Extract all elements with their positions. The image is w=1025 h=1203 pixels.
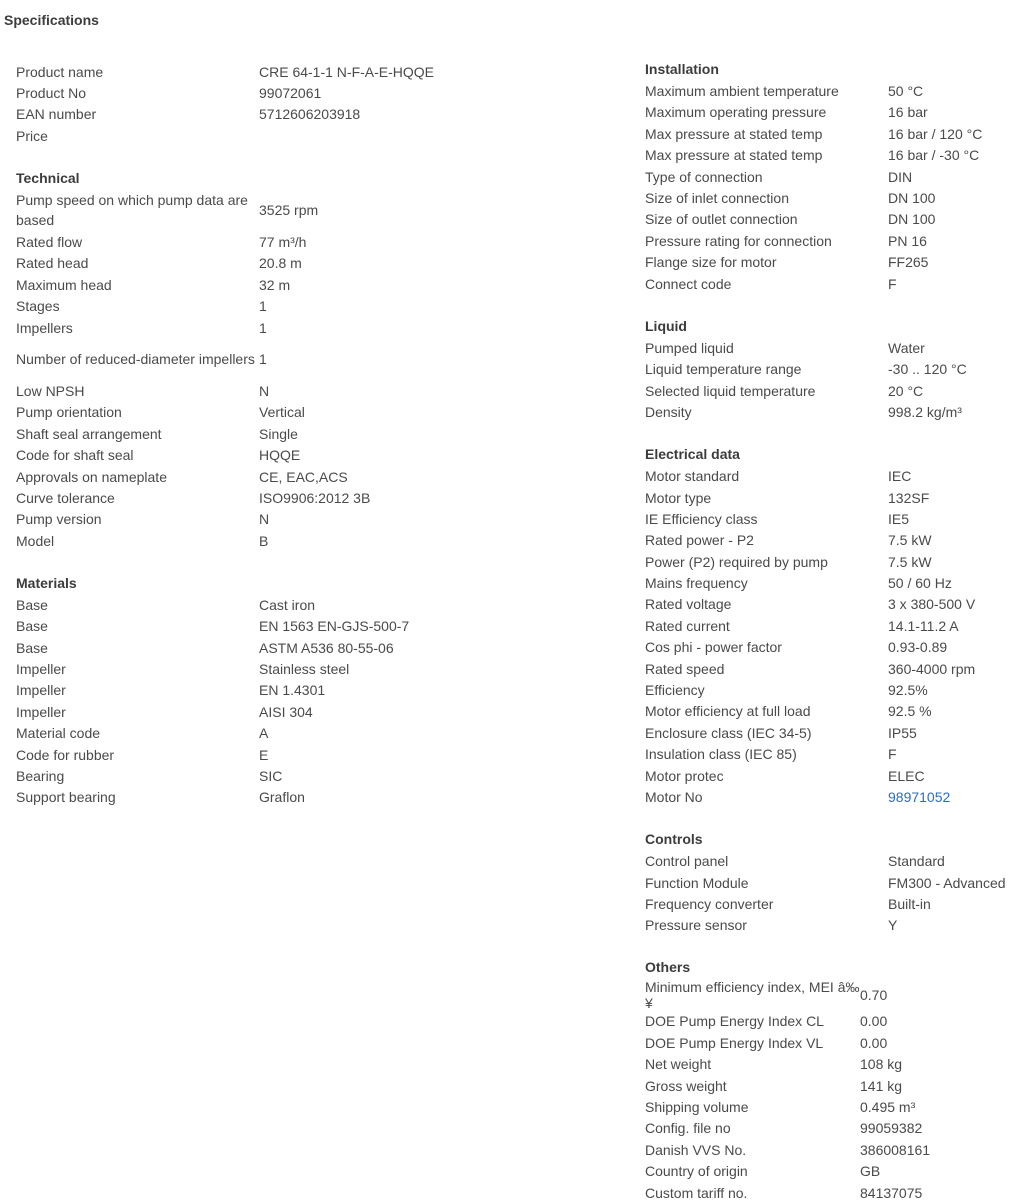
spec-row xyxy=(16,530,456,551)
spec-value: 0.70 xyxy=(860,986,888,1003)
section-technical xyxy=(16,168,456,551)
spec-row xyxy=(645,679,1020,700)
section-heading: Liquid xyxy=(645,317,687,334)
spec-value: CRE 64-1-1 N-F-A-E-HQQE xyxy=(259,63,435,80)
section-heading: Controls xyxy=(645,831,703,848)
spec-value: 50 / 60 Hz xyxy=(888,575,952,592)
spec-value: CE, EAC,ACS xyxy=(259,468,348,485)
spec-value: F xyxy=(888,746,897,763)
spec-row xyxy=(16,104,456,125)
spec-value: Single xyxy=(259,425,298,442)
spec-label: Control panel xyxy=(645,853,729,870)
spec-label: Pressure rating for connection xyxy=(645,232,832,249)
section-controls xyxy=(645,829,1020,936)
spec-label: Country of origin xyxy=(645,1163,748,1180)
spec-value: E xyxy=(259,746,269,763)
section-heading: Technical xyxy=(16,169,80,186)
spec-value: 7.5 kW xyxy=(888,553,932,570)
spec-row xyxy=(645,637,1020,658)
spec-value: ASTM A536 80-55-06 xyxy=(259,639,394,656)
spec-value: 360-4000 rpm xyxy=(888,660,976,677)
spec-row xyxy=(645,1075,1020,1096)
spec-value: 5712606203918 xyxy=(259,106,361,123)
spec-value: SIC xyxy=(259,768,283,785)
spec-value: 1 xyxy=(259,298,267,315)
spec-row xyxy=(16,317,456,338)
spec-label: Maximum head xyxy=(16,276,112,293)
section-general xyxy=(16,61,456,147)
spec-row xyxy=(645,337,1020,358)
page-title: Specifications xyxy=(4,12,99,28)
spec-value: DN 100 xyxy=(888,190,936,207)
spec-label: Product No xyxy=(16,85,87,102)
spec-label: Power (P2) required by pump xyxy=(645,553,828,570)
spec-label: Enclosure class (IEC 34-5) xyxy=(645,724,812,741)
spec-label: Approvals on nameplate xyxy=(16,468,167,485)
spec-value: 0.93-0.89 xyxy=(888,639,948,656)
spec-row xyxy=(16,658,456,679)
spec-label: Support bearing xyxy=(16,789,116,806)
spec-label: Motor protec xyxy=(645,767,724,784)
spec-value: Vertical xyxy=(259,404,305,421)
spec-value: IE5 xyxy=(888,510,910,527)
spec-value: 141 kg xyxy=(860,1077,903,1094)
spec-row xyxy=(645,80,1020,101)
spec-label: Frequency converter xyxy=(645,895,774,912)
spec-value: HQQE xyxy=(259,447,301,464)
spec-label: Shipping volume xyxy=(645,1099,749,1116)
spec-value: IP55 xyxy=(888,724,917,741)
spec-label: Function Module xyxy=(645,874,749,891)
spec-row xyxy=(16,444,456,465)
spec-row xyxy=(645,786,1020,807)
spec-label: EAN number xyxy=(16,106,97,123)
spec-label: Cos phi - power factor xyxy=(645,639,782,656)
spec-label: Code for rubber xyxy=(16,746,115,763)
right-column xyxy=(645,59,1020,1203)
spec-label: Pressure sensor xyxy=(645,917,747,934)
spec-row xyxy=(16,466,456,487)
spec-row xyxy=(16,487,456,508)
spec-value: 0.00 xyxy=(860,1013,888,1030)
spec-value: 20.8 m xyxy=(259,255,302,272)
spec-value: Cast iron xyxy=(259,596,316,613)
spec-value: ELEC xyxy=(888,767,925,784)
spec-row xyxy=(16,723,456,744)
spec-row xyxy=(645,530,1020,551)
spec-row xyxy=(645,701,1020,722)
spec-row xyxy=(645,1118,1020,1139)
spec-label: Low NPSH xyxy=(16,382,85,399)
spec-label: Max pressure at stated temp xyxy=(645,125,823,142)
spec-row xyxy=(645,765,1020,786)
spec-label: Maximum operating pressure xyxy=(645,104,827,121)
section-heading: Electrical data xyxy=(645,446,740,463)
spec-value: 50 °C xyxy=(888,83,924,100)
spec-label: Config. file no xyxy=(645,1120,731,1137)
spec-label: Pump speed on which pump data are based xyxy=(16,192,248,229)
spec-value: N xyxy=(259,382,270,399)
spec-value: 92.5% xyxy=(888,682,928,699)
section-heading: Materials xyxy=(16,574,77,591)
spec-value: A xyxy=(259,725,269,742)
spec-row xyxy=(645,658,1020,679)
spec-value: FM300 - Advanced xyxy=(888,874,1006,891)
spec-row xyxy=(645,1096,1020,1117)
spec-row xyxy=(645,850,1020,871)
spec-label: Rated speed xyxy=(645,660,725,677)
spec-row xyxy=(645,1139,1020,1160)
spec-label: Pump orientation xyxy=(16,404,122,421)
spec-row xyxy=(645,893,1020,914)
spec-value: 108 kg xyxy=(860,1056,903,1073)
spec-value: EN 1.4301 xyxy=(259,682,326,699)
spec-label: DOE Pump Energy Index CL xyxy=(645,1013,824,1030)
spec-row xyxy=(16,701,456,722)
spec-value: GB xyxy=(860,1163,881,1180)
spec-label: IE Efficiency class xyxy=(645,510,758,527)
spec-label: Price xyxy=(16,127,48,144)
spec-value: 3525 rpm xyxy=(259,202,319,219)
motor-no-link[interactable]: 98971052 xyxy=(888,788,951,805)
spec-value: Graflon xyxy=(259,789,305,806)
spec-label: Base xyxy=(16,596,48,613)
spec-row xyxy=(16,82,456,103)
spec-value: B xyxy=(259,532,269,549)
spec-row xyxy=(645,915,1020,936)
spec-row xyxy=(645,551,1020,572)
spec-label: Motor type xyxy=(645,489,712,506)
spec-row xyxy=(16,637,456,658)
spec-label: Custom tariff no. xyxy=(645,1184,748,1201)
spec-label: Impeller xyxy=(16,682,66,699)
spec-label: Insulation class (IEC 85) xyxy=(645,746,797,763)
spec-label: Base xyxy=(16,639,48,656)
spec-value: 1 xyxy=(259,351,267,368)
spec-label: Shaft seal arrangement xyxy=(16,425,162,442)
spec-label: Danish VVS No. xyxy=(645,1141,747,1158)
spec-row xyxy=(16,744,456,765)
spec-label: Rated voltage xyxy=(645,596,732,613)
spec-row xyxy=(16,616,456,637)
spec-label: Base xyxy=(16,618,48,635)
spec-label: Rated power - P2 xyxy=(645,532,754,549)
spec-row xyxy=(645,465,1020,486)
spec-label: Impellers xyxy=(16,319,73,336)
spec-value: 92.5 % xyxy=(888,703,932,720)
spec-value: DIN xyxy=(888,168,913,185)
spec-value: 14.1-11.2 A xyxy=(888,617,959,634)
section-heading: Others xyxy=(645,959,691,976)
spec-row xyxy=(645,1054,1020,1075)
spec-row xyxy=(16,125,456,146)
spec-value: 32 m xyxy=(259,276,291,293)
spec-value: 0.495 m³ xyxy=(860,1099,916,1116)
spec-row xyxy=(645,273,1020,294)
spec-value: EN 1563 EN-GJS-500-7 xyxy=(259,618,410,635)
spec-label: Rated head xyxy=(16,255,89,272)
spec-label: Minimum efficiency index, MEI â‰¥ xyxy=(645,978,860,1011)
spec-value: AISI 304 xyxy=(259,703,313,720)
spec-row xyxy=(645,145,1020,166)
spec-label: Motor No xyxy=(645,788,703,805)
spec-value: -30 .. 120 °C xyxy=(888,361,967,378)
section-installation xyxy=(645,59,1020,294)
section-electrical-data xyxy=(645,444,1020,808)
spec-row xyxy=(16,423,456,444)
spec-row xyxy=(16,61,456,82)
spec-value: DN 100 xyxy=(888,211,936,228)
spec-row xyxy=(16,338,456,380)
spec-label: Rated flow xyxy=(16,234,83,251)
spec-label: Motor efficiency at full load xyxy=(645,703,811,720)
left-column xyxy=(16,61,456,808)
spec-value: 77 m³/h xyxy=(259,234,307,251)
spec-row xyxy=(645,209,1020,230)
spec-value: Stainless steel xyxy=(259,661,350,678)
spec-row xyxy=(645,722,1020,743)
spec-row xyxy=(645,166,1020,187)
spec-value: FF265 xyxy=(888,254,929,271)
spec-row xyxy=(16,509,456,530)
spec-value: Water xyxy=(888,339,925,356)
section-liquid xyxy=(645,316,1020,423)
spec-row xyxy=(16,274,456,295)
spec-label: Type of connection xyxy=(645,168,763,185)
spec-label: Density xyxy=(645,403,692,420)
spec-row xyxy=(16,189,456,231)
spec-value: IEC xyxy=(888,468,912,485)
spec-value: 99059382 xyxy=(860,1120,923,1137)
spec-label: Gross weight xyxy=(645,1077,727,1094)
spec-row xyxy=(645,1161,1020,1182)
spec-value: Y xyxy=(888,917,898,934)
spec-value: ISO9906:2012 3B xyxy=(259,489,371,506)
spec-row xyxy=(16,402,456,423)
spec-row xyxy=(645,358,1020,379)
section-others xyxy=(645,957,1020,1203)
spec-row xyxy=(16,765,456,786)
spec-label: Max pressure at stated temp xyxy=(645,147,823,164)
spec-label: Size of inlet connection xyxy=(645,190,789,207)
spec-value: Built-in xyxy=(888,895,931,912)
spec-label: Maximum ambient temperature xyxy=(645,83,839,100)
spec-label: Stages xyxy=(16,298,60,315)
spec-label: Model xyxy=(16,532,55,549)
section-heading: Installation xyxy=(645,61,719,77)
spec-row xyxy=(16,231,456,252)
spec-row xyxy=(645,230,1020,251)
spec-label: Bearing xyxy=(16,768,65,785)
spec-value: 1 xyxy=(259,319,267,336)
spec-label: Size of outlet connection xyxy=(645,211,798,228)
spec-row xyxy=(645,187,1020,208)
spec-value: Standard xyxy=(888,853,945,870)
spec-value: 3 x 380-500 V xyxy=(888,596,976,613)
spec-label: Efficiency xyxy=(645,682,705,699)
section-materials xyxy=(16,573,456,808)
spec-label: Mains frequency xyxy=(645,575,748,592)
spec-row xyxy=(645,401,1020,422)
spec-label: Pumped liquid xyxy=(645,339,734,356)
spec-row xyxy=(645,102,1020,123)
spec-value: 386008161 xyxy=(860,1141,931,1158)
spec-row xyxy=(16,380,456,401)
spec-row xyxy=(645,615,1020,636)
spec-value: 16 bar xyxy=(888,104,928,121)
spec-value: 132SF xyxy=(888,489,930,506)
spec-label: Motor standard xyxy=(645,468,740,485)
spec-value: 99072061 xyxy=(259,85,322,102)
spec-label: Product name xyxy=(16,63,104,80)
spec-label: Number of reduced-diameter impellers xyxy=(16,351,255,368)
spec-row xyxy=(645,594,1020,615)
spec-value: F xyxy=(888,275,897,292)
spec-row xyxy=(645,1032,1020,1053)
spec-row xyxy=(16,296,456,317)
spec-value: 0.00 xyxy=(860,1034,888,1051)
spec-label: Connect code xyxy=(645,275,732,292)
spec-label: Net weight xyxy=(645,1056,712,1073)
spec-row xyxy=(645,744,1020,765)
spec-label: Material code xyxy=(16,725,101,742)
spec-label: Curve tolerance xyxy=(16,489,115,506)
spec-row xyxy=(645,1011,1020,1032)
spec-row xyxy=(645,380,1020,401)
spec-label: Liquid temperature range xyxy=(645,361,802,378)
spec-row xyxy=(16,787,456,808)
spec-row xyxy=(645,487,1020,508)
spec-value: 16 bar / -30 °C xyxy=(888,147,980,164)
spec-row xyxy=(645,979,1020,1011)
spec-value: N xyxy=(259,511,270,528)
spec-label: Code for shaft seal xyxy=(16,447,134,464)
spec-value: 7.5 kW xyxy=(888,532,932,549)
spec-label: Impeller xyxy=(16,703,66,720)
spec-row xyxy=(645,508,1020,529)
spec-value: 84137075 xyxy=(860,1184,923,1201)
spec-label: Pump version xyxy=(16,511,102,528)
spec-value: 998.2 kg/m³ xyxy=(888,403,962,420)
spec-row xyxy=(16,680,456,701)
spec-label: Flange size for motor xyxy=(645,254,777,271)
spec-label: Impeller xyxy=(16,661,66,678)
spec-row xyxy=(645,252,1020,273)
spec-value: 16 bar / 120 °C xyxy=(888,125,983,142)
spec-value: 20 °C xyxy=(888,382,924,399)
spec-label: Rated current xyxy=(645,617,730,634)
spec-row xyxy=(645,123,1020,144)
spec-row xyxy=(645,872,1020,893)
spec-value: PN 16 xyxy=(888,232,927,249)
spec-label: Selected liquid temperature xyxy=(645,382,816,399)
spec-row xyxy=(16,594,456,615)
spec-row xyxy=(16,253,456,274)
spec-row xyxy=(645,572,1020,593)
spec-label: DOE Pump Energy Index VL xyxy=(645,1034,824,1051)
